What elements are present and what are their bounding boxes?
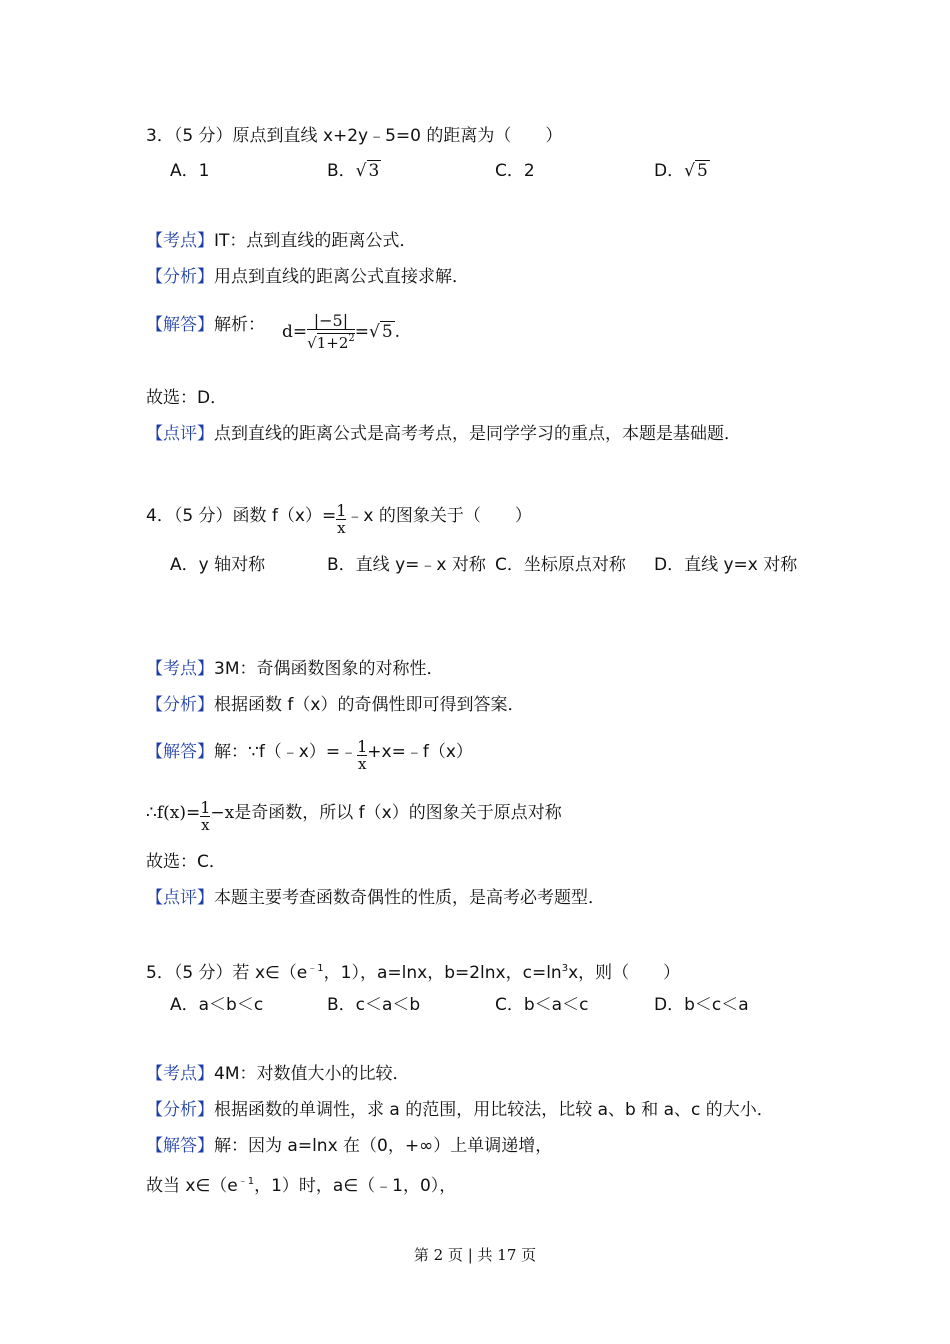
tag-dianping: 【点评】 [146,424,214,444]
tag-kaodian: 【考点】 [146,231,214,251]
tag-fenxi: 【分析】 [146,267,214,287]
q4-stem-fraction [336,502,346,537]
q3-kaodian [146,230,416,252]
q3-dianping [146,423,741,445]
tag-fenxi: 【分析】 [146,695,214,715]
q3-jieda [146,314,265,336]
tag-jieda: 【解答】 [146,742,214,762]
q3-option-d-label: D． [654,161,685,181]
q4-stem-numerator: 1 [336,501,347,520]
q4-option-d: D．直线 y=x 对称 [654,555,798,575]
q4-therefore-post: 是奇函数，所以 f（x）的图象关于原点对称 [234,803,562,823]
q3-option-c: C．2 [495,161,535,181]
tag-dianping: 【点评】 [146,888,214,908]
q3-formula-exponent: 2 [348,333,355,344]
q3-formula-radicand: 5 [381,322,393,342]
q4-kaodian-text: 3M：奇偶函数图象的对称性． [214,659,444,679]
q5-stem [146,958,680,984]
q3-distance-formula [282,312,400,352]
q4-fenxi-text: 根据函数 f（x）的奇偶性即可得到答案． [214,695,525,715]
q3-jieda-text: 解析： [214,315,265,335]
q4-jieda-pre: 解：∵f（﹣x）=﹣ [214,742,358,762]
q5-fenxi [146,1099,774,1121]
q4-stem [146,502,532,537]
q3-option-a: A．1 [170,161,210,181]
q5-stem-pre: 5．（5 分）若 x∈（e [146,963,308,983]
tag-kaodian: 【考点】 [146,659,214,679]
q3-kaodian-text: IT：点到直线的距离公式． [214,231,417,251]
q4-therefore-fraction [200,799,210,834]
q3-option-b-label: B． [327,161,356,181]
q5-stem-mid: ，1），a=lnx，b=2lnx，c=ln [323,963,562,983]
q4-therefore-pre: ∴f(x)= [146,803,201,823]
q4-option-a: A．y 轴对称 [170,555,266,575]
q5-option-c: C．b＜a＜c [495,995,589,1015]
q3-option-b-radicand: 3 [368,161,380,181]
q5-option-a: A．a＜b＜c [170,995,264,1015]
q5-stem-superscript: ﹣1 [307,963,324,974]
sqrt-symbol: √ 5 [684,161,708,181]
q4-jieda-fraction [357,738,367,773]
q5-jieda-line2 [146,1171,456,1197]
q5-stem-post: x，则（ ） [568,963,681,983]
q4-jieda-numerator: 1 [357,737,368,756]
page-footer: 第 2 页 | 共 17 页 [413,1246,537,1264]
sqrt-symbol: √ 5 [368,322,393,342]
q3-answer: 故选：D． [146,388,228,408]
q4-jieda-denominator: x [357,755,367,773]
q4-dianping [146,887,605,909]
sqrt-symbol: √ 3 [355,161,380,181]
q4-jieda [146,738,473,773]
tag-kaodian: 【考点】 [146,1064,214,1084]
q4-jieda-post: +x=﹣f（x） [367,742,473,762]
q3-formula-den-base: 1+2 [316,334,349,352]
q4-therefore-denominator: x [201,816,210,834]
q5-kaodian-text: 4M：对数值大小的比较． [214,1064,410,1084]
q3-formula-numerator: |−5| [313,311,349,330]
tag-jieda: 【解答】 [146,315,214,335]
q4-option-c: C．坐标原点对称 [495,555,626,575]
tag-jieda: 【解答】 [146,1136,214,1156]
q5-fenxi-text: 根据函数的单调性，求 a 的范围，用比较法，比较 a、b 和 a、c 的大小． [214,1100,774,1120]
q4-therefore-numerator: 1 [200,798,211,817]
q4-answer: 故选：C． [146,852,226,872]
q5-kaodian [146,1063,409,1085]
q4-dianping-text: 本题主要考查函数奇偶性的性质，是高考必考题型． [214,888,605,908]
q5-line2-post: ，1）时，a∈（﹣1，0）， [254,1176,457,1196]
q3-option-b [327,160,381,182]
q4-stem-pre: 4．（5 分）函数 f（x）= [146,506,337,526]
q5-jieda-text: 解：因为 a=lnx 在（0，+∞）上单调递增， [214,1136,553,1156]
q4-fenxi [146,694,524,716]
q5-line2-superscript: ﹣1 [237,1176,255,1187]
q4-therefore-mid: −x [210,803,235,823]
q4-stem-post: ﹣x 的图象关于（ ） [346,506,532,526]
q4-stem-denominator: x [337,519,346,537]
q5-stem-superscript-2: 3 [561,963,569,974]
q3-option-d [654,160,710,182]
q3-dianping-text: 点到直线的距离公式是高考考点，是同学学习的重点，本题是基础题． [214,424,741,444]
q5-line2-pre: 故当 x∈（e [146,1176,238,1196]
q4-therefore [146,799,562,834]
q4-option-b: B．直线 y=﹣x 对称 [327,555,486,575]
q3-fenxi [146,266,469,288]
q3-formula-end: . [394,322,401,342]
q5-option-d: D．b＜c＜a [654,995,749,1015]
q3-fenxi-text: 用点到直线的距离公式直接求解． [214,267,469,287]
q3-formula-d: d= [282,322,308,342]
q3-formula-fraction [307,312,355,352]
q4-kaodian [146,658,443,680]
tag-fenxi: 【分析】 [146,1100,214,1120]
q3-option-d-radicand: 5 [696,161,708,181]
q3-formula-denominator: $√1+2^2$ [307,329,355,352]
q5-option-b: B．c＜a＜b [327,995,421,1015]
q3-formula-equals: = [354,322,369,342]
q5-jieda [146,1135,552,1157]
q3-stem: 3．（5 分）原点到直线 x+2y﹣5=0 的距离为（ ） [146,126,563,146]
